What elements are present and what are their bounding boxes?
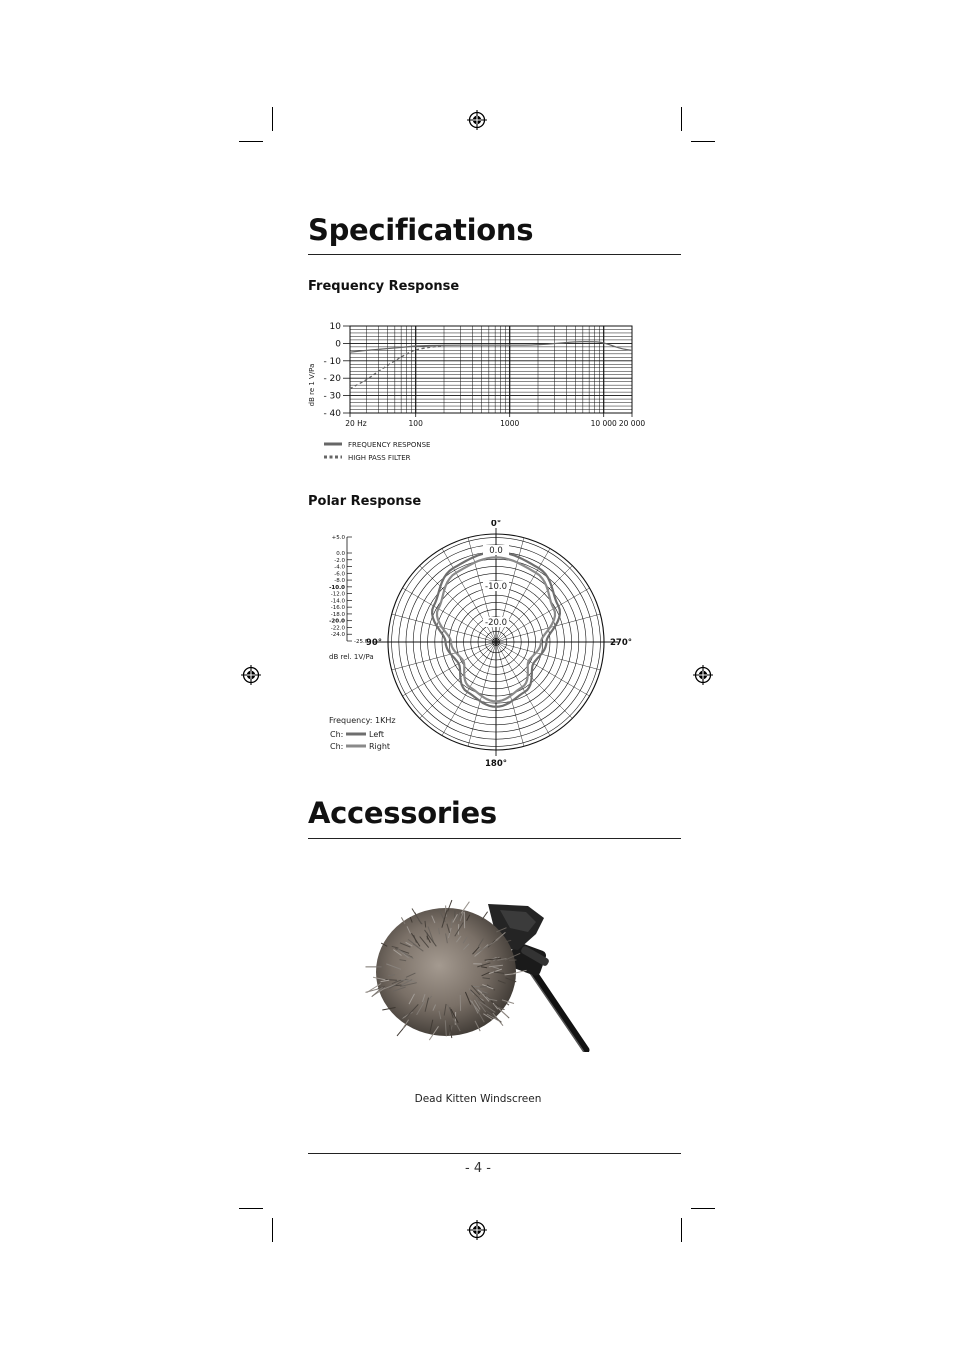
- fur-strand: [425, 921, 426, 928]
- polar-legend-prefix: Ch:: [330, 742, 344, 751]
- polar-angle-label: 270°: [610, 638, 632, 648]
- polar-scale-label: +5.0: [331, 535, 345, 541]
- frequency-legend-label: FREQUENCY RESPONSE: [348, 441, 431, 449]
- polar-scale-label: -8.0: [334, 578, 345, 585]
- polar-legend: [329, 716, 396, 751]
- frequency-y-tick-label: - 20: [323, 374, 341, 385]
- section-rule: [308, 838, 681, 839]
- frequency-y-tick-label: 10: [329, 322, 341, 332]
- polar-spoke: [402, 588, 496, 642]
- frequency-x-tick-label: 1000: [500, 419, 520, 428]
- frequency-response-heading: Frequency Response: [308, 279, 460, 294]
- polar-spoke: [496, 642, 550, 736]
- polar-spoke: [496, 588, 590, 642]
- polar-scale-label: -6.0: [334, 571, 345, 578]
- crop-mark: [239, 1208, 263, 1209]
- polar-legend-prefix: Ch:: [330, 730, 344, 739]
- polar-scale-label: -16.0: [330, 605, 345, 612]
- crop-mark: [691, 141, 715, 142]
- polar-scale-label: -20.0: [329, 618, 345, 625]
- polar-spoke: [442, 642, 496, 736]
- dead-kitten-windscreen-image: [360, 862, 610, 1052]
- polar-spoke: [496, 642, 590, 696]
- polar-grid: [374, 528, 618, 756]
- crop-mark: [681, 107, 682, 131]
- windscreen-caption: Dead Kitten Windscreen: [414, 1093, 542, 1105]
- fur-strand: [397, 1023, 407, 1036]
- polar-scale-label: -12.0: [330, 591, 345, 598]
- crop-mark: [272, 1218, 273, 1242]
- frequency-plot-frame: [350, 326, 632, 413]
- section-rule: [308, 254, 681, 255]
- registration-mark-icon: [693, 665, 713, 685]
- frequency-response-chart: [300, 315, 660, 470]
- registration-mark-icon: [467, 1220, 487, 1240]
- polar-radial-label: -10.0: [485, 582, 507, 592]
- crop-mark: [272, 107, 273, 131]
- registration-mark-icon: [467, 110, 487, 130]
- frequency-y-ticks: [323, 322, 350, 419]
- polar-angle-label: 180°: [485, 759, 507, 769]
- polar-spoke: [402, 642, 496, 696]
- polar-scale-label: -25.0: [354, 639, 369, 645]
- polar-scale-label: -10.0: [329, 584, 345, 591]
- polar-scale-label: -14.0: [330, 598, 345, 605]
- frequency-y-tick-label: - 30: [323, 391, 341, 402]
- polar-response-heading: Polar Response: [308, 494, 422, 509]
- frequency-y-axis-label: dB re 1 V/Pa: [308, 363, 316, 407]
- polar-scale-label: -24.0: [330, 632, 345, 639]
- polar-angle-label: 0°: [490, 520, 502, 529]
- frequency-x-tick-label: 20 Hz: [345, 419, 367, 428]
- frequency-x-tick-label: 20 000: [618, 419, 646, 428]
- polar-scale-label: 0.0: [336, 551, 345, 557]
- frequency-grid: [350, 326, 632, 413]
- frequency-y-tick-label: - 40: [323, 409, 341, 419]
- frequency-y-tick-label: 0: [335, 339, 341, 350]
- footer-rule: [308, 1153, 681, 1154]
- polar-angle-label: 90°: [365, 638, 382, 648]
- frequency-x-tick-label: 10 000: [590, 419, 617, 428]
- frequency-x-tick-label: 100: [408, 419, 423, 428]
- polar-scale-label: -4.0: [334, 564, 345, 571]
- polar-radial-label: 0.0: [489, 546, 503, 556]
- polar-scale-label: -18.0: [330, 611, 345, 618]
- polar-radial-label: -20.0: [485, 618, 507, 628]
- frequency-legend: [324, 441, 430, 462]
- polar-scale-label: -22.0: [330, 625, 345, 632]
- polar-response-chart: [320, 520, 640, 770]
- polar-scale-label: -2.0: [334, 557, 345, 564]
- frequency-legend-label: HIGH PASS FILTER: [348, 454, 411, 462]
- crop-mark: [239, 141, 263, 142]
- polar-legend-label: Left: [369, 730, 385, 739]
- polar-unit-label: dB rel. 1V/Pa: [329, 653, 374, 661]
- page-number: - 4 -: [465, 1161, 491, 1176]
- polar-legend-label: Right: [369, 742, 391, 751]
- frequency-y-tick-label: - 10: [323, 356, 341, 367]
- registration-mark-icon: [241, 665, 261, 685]
- polar-frequency-label: Frequency: 1KHz: [329, 716, 396, 725]
- accessories-title: Accessories: [308, 796, 497, 830]
- specifications-title: Specifications: [308, 213, 534, 247]
- frequency-x-ticks: [345, 413, 645, 428]
- crop-mark: [691, 1208, 715, 1209]
- crop-mark: [681, 1218, 682, 1242]
